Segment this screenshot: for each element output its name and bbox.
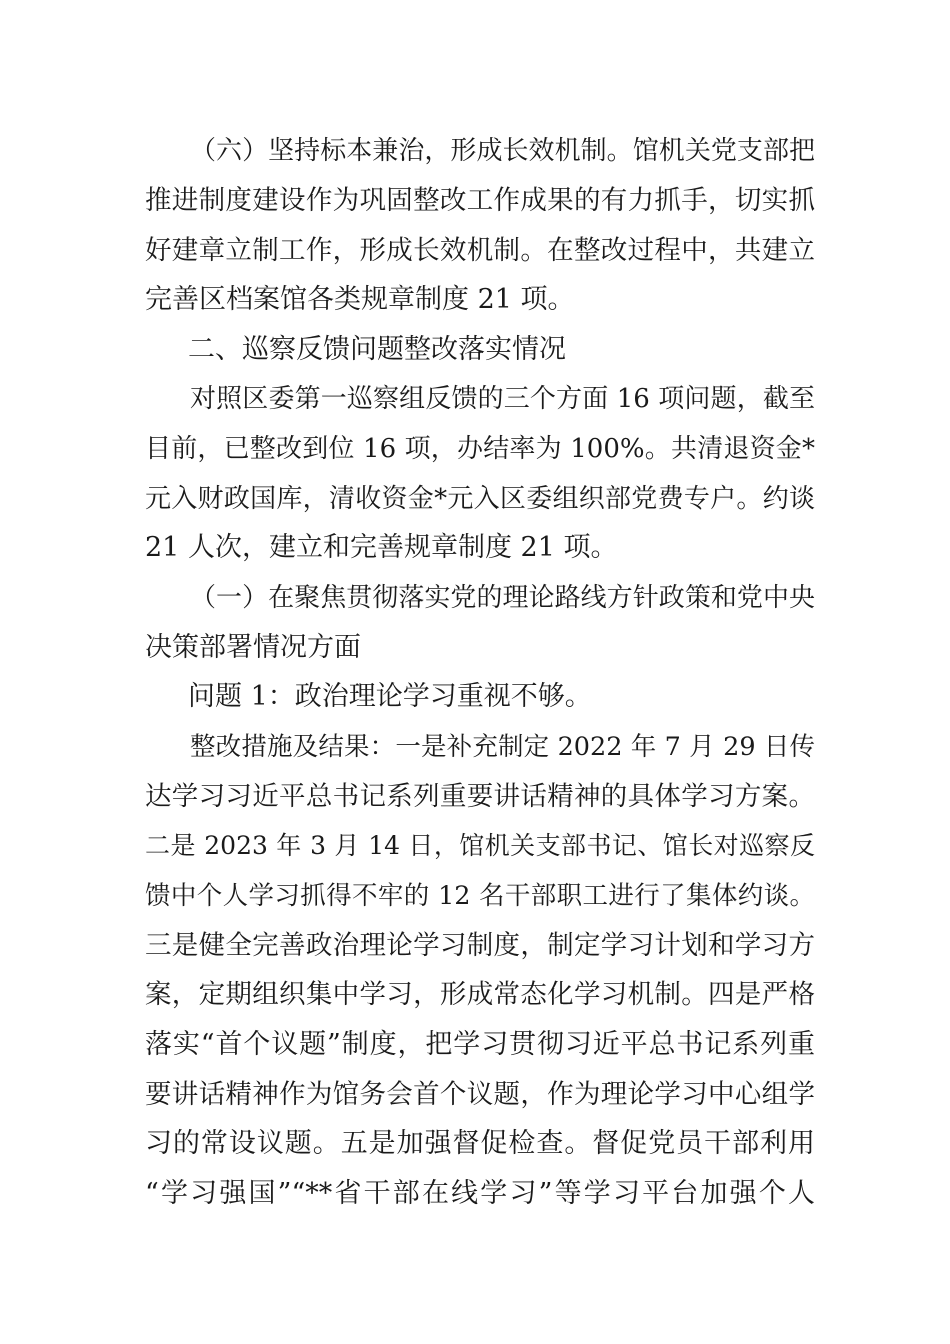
paragraph-line: 达学习习近平总书记系列重要讲话精神的具体学习方案。 [145,781,815,812]
paragraph-line: 馈中个人学习抓得不牢的 12 名干部职工进行了集体约谈。 [145,881,815,911]
paragraph-line: 好建章立制工作，形成长效机制。在整改过程中，共建立 [145,235,815,266]
paragraph-line: 习的常设议题。五是加强督促检查。督促党员干部利用 [145,1128,815,1159]
subsection-heading: 决策部署情况方面 [145,632,361,663]
paragraph-line: 目前，已整改到位 16 项，办结率为 100%。共清退资金* [145,434,815,464]
paragraph-line: 落实“首个议题”制度，把学习贯彻习近平总书记系列重 [145,1029,815,1060]
paragraph-line: 推进制度建设作为巩固整改工作成果的有力抓手，切实抓 [145,185,815,216]
paragraph-line: 三是健全完善政治理论学习制度，制定学习计划和学习方 [145,930,815,961]
paragraph-line: 21 人次，建立和完善规章制度 21 项。 [145,532,618,563]
paragraph-line: 案，定期组织集中学习，形成常态化学习机制。四是严格 [145,979,815,1010]
paragraph-line: 要讲话精神作为馆务会首个议题，作为理论学习中心组学 [145,1079,815,1110]
section-heading: 二、巡察反馈问题整改落实情况 [188,334,566,365]
problem-title: 问题 1：政治理论学习重视不够。 [188,681,592,712]
paragraph-line: 元入财政国库，清收资金*元入区委组织部党费专户。约谈 [145,484,815,514]
subsection-heading: （一）在聚焦贯彻落实党的理论路线方针政策和党中央 [190,583,815,613]
paragraph-line: 二是 2023 年 3 月 14 日，馆机关支部书记、馆长对巡察反 [145,831,815,860]
paragraph-line: 对照区委第一巡察组反馈的三个方面 16 项问题，截至 [190,384,815,414]
paragraph-line: “学习强国”“**省干部在线学习”等学习平台加强个人 [145,1178,815,1209]
paragraph-line: （六）坚持标本兼治，形成长效机制。馆机关党支部把 [190,136,815,166]
paragraph-line: 整改措施及结果：一是补充制定 2022 年 7 月 29 日传 [190,732,815,762]
paragraph-line: 完善区档案馆各类规章制度 21 项。 [145,284,575,315]
